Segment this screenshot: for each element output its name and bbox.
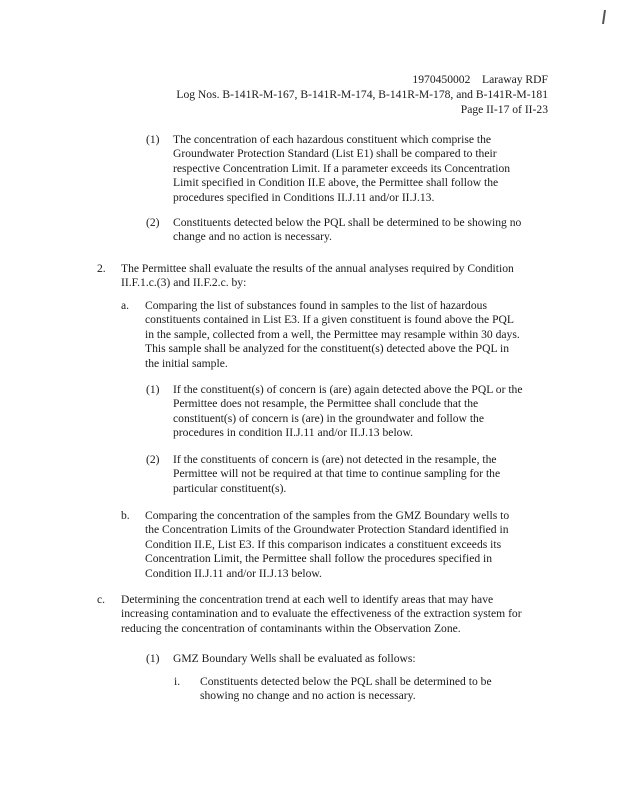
item-text xyxy=(121,262,514,291)
item-label: (1) xyxy=(146,383,160,396)
text-line: This sample shall be analyzed for the constituent(s) detected above the PQL in xyxy=(145,342,510,356)
scan-edge-mark xyxy=(602,10,606,24)
item-text xyxy=(173,453,500,496)
text-line: Concentration Limit, the Permittee shall follow the procedures specified in xyxy=(145,552,493,566)
text-line: GMZ Boundary Wells shall be evaluated as follows: xyxy=(173,652,416,665)
text-line: reducing the concentration of contaminants within the Observation Zone. xyxy=(121,621,461,635)
item-label: 2. xyxy=(97,262,106,275)
text-line: procedures in condition II.J.11 and/or II.J.13 below. xyxy=(173,426,413,440)
item-label: (1) xyxy=(146,133,160,146)
text-line: Permittee does not resample, the Permittee shall conclude that the xyxy=(173,397,479,411)
item-label: c. xyxy=(97,593,106,606)
text-line: showing no change and no action is necessary. xyxy=(200,689,416,703)
text-line: Constituents detected below the PQL shall be determined to be xyxy=(200,675,492,688)
header-log-numbers: Log Nos. B-141R-M-167, B-141R-M-174, B-141R-M-178, and B-141R-M-181 xyxy=(176,88,548,101)
item-label: b. xyxy=(121,509,130,522)
text-line: Condition II.E, List E3. If this comparison indicates a constituent exceeds its xyxy=(145,537,502,551)
item-text xyxy=(173,383,523,441)
text-line: Constituents detected below the PQL shall be determined to be showing no xyxy=(173,216,522,229)
text-line: II.F.1.c.(3) and II.F.2.c. by: xyxy=(121,276,247,290)
text-line: If the constituents of concern is (are) not detected in the resample, the xyxy=(173,453,497,466)
item-text xyxy=(173,652,416,666)
item-text xyxy=(145,509,509,581)
text-line: Comparing the list of substances found in samples to the list of hazardous xyxy=(145,299,487,312)
item-label: a. xyxy=(121,299,130,312)
text-line: If the constituent(s) of concern is (are) again detected above the PQL or the xyxy=(173,383,523,396)
text-line: The Permittee shall evaluate the results of the annual analyses required by Condition xyxy=(121,262,514,275)
text-line: particular constituent(s). xyxy=(173,481,287,495)
text-line: Determining the concentration trend at each well to identify areas that may have xyxy=(121,593,494,606)
item-text xyxy=(145,299,520,371)
text-line: the initial sample. xyxy=(145,356,228,370)
text-line: the Concentration Limits of the Groundwater Protection Standard identified in xyxy=(145,523,509,537)
text-line: Limit specified in Condition II.E above, the Permittee shall follow the xyxy=(173,176,499,190)
text-line: constituent(s) of concern is (are) in the groundwater and follow the xyxy=(173,411,484,425)
item-label: (2) xyxy=(146,453,160,466)
text-line: Condition II.J.11 and/or II.J.13 below. xyxy=(145,566,322,580)
text-line: Permittee will not be required at that time to continue sampling for the xyxy=(173,467,501,481)
item-text xyxy=(173,216,521,245)
header-facility: 1970450002 Laraway RDF xyxy=(412,73,548,86)
text-line: The concentration of each hazardous constituent which comprise the xyxy=(173,133,492,146)
header-page-number: Page II-17 of II-23 xyxy=(460,103,548,116)
text-line: constituents contained in List E3. If a given constituent is found above the PQL xyxy=(145,313,514,327)
text-line: Comparing the concentration of the samples from the GMZ Boundary wells to xyxy=(145,509,510,522)
text-line: procedures specified in Conditions II.J.11 and/or II.J.13. xyxy=(173,190,435,204)
item-label: (1) xyxy=(146,652,160,665)
text-line: change and no action is necessary. xyxy=(173,230,332,244)
text-line: respective Concentration Limit. If a parameter exceeds its Concentration xyxy=(173,161,511,175)
item-label: (2) xyxy=(146,216,160,229)
text-line: in the sample, collected from a well, the Permittee may resample within 30 days. xyxy=(145,327,520,341)
item-label: i. xyxy=(174,675,181,688)
text-line: Groundwater Protection Standard (List E1) shall be compared to their xyxy=(173,147,497,161)
item-text xyxy=(121,593,522,636)
item-text xyxy=(173,133,510,205)
item-text xyxy=(200,675,492,704)
text-line: increasing contamination and to evaluate the effectiveness of the extraction system for xyxy=(121,607,522,621)
page-header xyxy=(176,72,548,117)
